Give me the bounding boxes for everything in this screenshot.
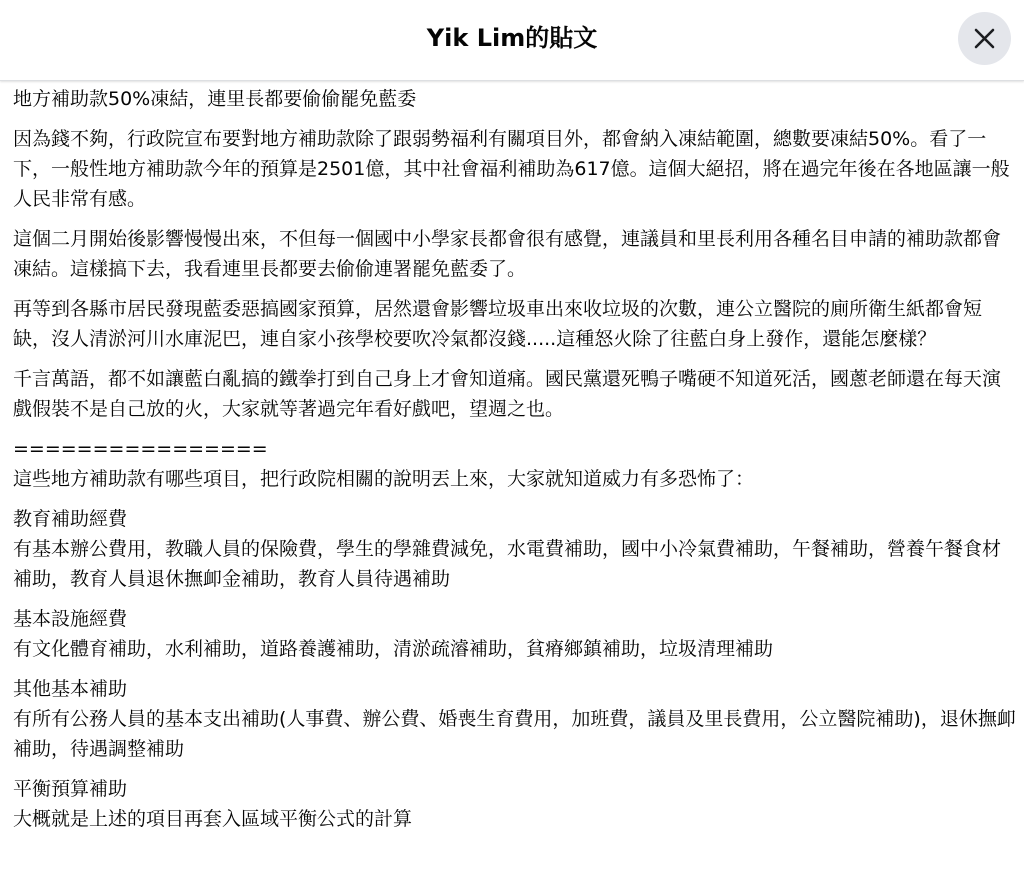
close-button[interactable]	[958, 12, 1011, 65]
separator-block	[13, 434, 1018, 494]
close-icon	[972, 26, 997, 51]
post-paragraph: 再等到各縣市居民發現藍委惡搞國家預算，居然還會影響垃圾車出來收垃圾的次數，連公立醫院的廁所衛生紙都會短缺，沒人清淤河川水庫泥巴，連自家小孩學校要吹冷氣都沒錢.....這種怒火除了往藍白身上發作，還能怎麼樣？	[13, 298, 983, 350]
post-headline: 地方補助款50%凍結，連里長都要偷偷罷免藍委	[13, 88, 417, 110]
post-paragraph: 千言萬語，都不如讓藍白亂搞的鐵拳打到自己身上才會知道痛。國民黨還死鴨子嘴硬不知道死活，國蔥老師還在每天演戲假裝不是自己放的火，大家就等著過完年看好戲吧，望週之也。	[13, 368, 1002, 420]
section	[13, 604, 1018, 664]
section-body: 大概就是上述的項目再套入區域平衡公式的計算	[13, 808, 413, 830]
separator-line: ================	[13, 438, 268, 460]
section-body: 有基本辦公費用，教職人員的保險費，學生的學雜費減免，水電費補助，國中小冷氣費補助，午餐補助，營養午餐食材補助，教育人員退休撫卹金補助，教育人員待遇補助	[13, 538, 1002, 590]
post-content	[13, 84, 1018, 844]
section	[13, 504, 1018, 594]
section-title: 其他基本補助	[13, 678, 128, 700]
post-paragraph: 這個二月開始後影響慢慢出來，不但每一個國中小學家長都會很有感覺，連議員和里長利用各種名目申請的補助款都會凍結。這樣搞下去，我看連里長都要去偷偷連署罷免藍委了。	[13, 228, 1002, 280]
section-title: 教育補助經費	[13, 508, 128, 530]
section	[13, 674, 1018, 764]
section-title: 平衡預算補助	[13, 778, 128, 800]
post-intro: 這些地方補助款有哪些項目，把行政院相關的說明丟上來，大家就知道威力有多恐怖了：	[13, 468, 755, 490]
dialog-header	[0, 0, 1024, 81]
section-body: 有文化體育補助，水利補助，道路養護補助，清淤疏濬補助，貧瘠鄉鎮補助，垃圾清理補助	[13, 638, 774, 660]
section	[13, 774, 1018, 834]
dialog-title: Yik Lim的貼文	[426, 24, 598, 52]
section-body: 有所有公務人員的基本支出補助(人事費、辦公費、婚喪生育費用，加班費，議員及里長費用，公立醫院補助)，退休撫卹補助，待遇調整補助	[13, 708, 1016, 760]
section-title: 基本設施經費	[13, 608, 128, 630]
post-paragraph: 因為錢不夠，行政院宣布要對地方補助款除了跟弱勢福利有關項目外，都會納入凍結範圍，總數要凍結50%。看了一下，一般性地方補助款今年的預算是2501億，其中社會福利補助為617億。這個大絕招，將在過完年後在各地區讓一般人民非常有感。	[13, 128, 1010, 210]
